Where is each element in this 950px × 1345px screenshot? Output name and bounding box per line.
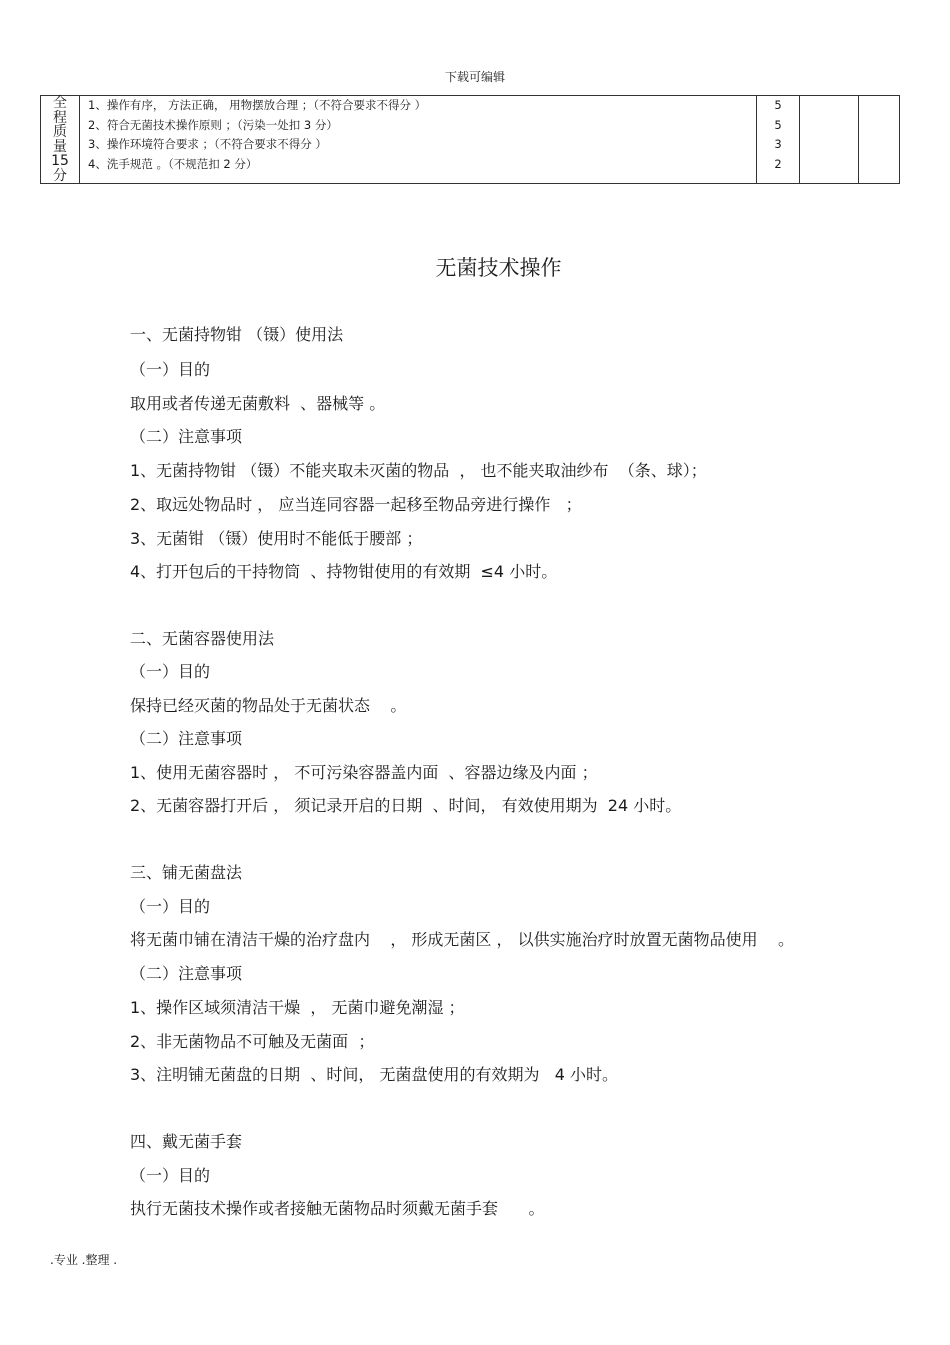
section-heading: 三、铺无菌盘法 — [130, 863, 243, 882]
points-value: 5 — [774, 117, 782, 132]
page-footer: .专业 .整理 . — [50, 1253, 118, 1267]
criteria-item: 2、符合无菌技术操作原则 ；（污染一处扣 3 分） — [88, 117, 338, 132]
category-char: 程 — [53, 109, 67, 126]
score-table — [40, 95, 900, 184]
section-heading: 一、无菌持物钳 （镊）使用法 — [130, 325, 344, 344]
section-heading: 二、无菌容器使用法 — [130, 629, 275, 648]
criteria-item: 3、操作环境符合要求 ；（不符合要求不得分 ） — [88, 137, 327, 151]
list-item: 2、非无菌物品不可触及无菌面 ； — [130, 1032, 375, 1051]
subsection-heading: （一）目的 — [130, 662, 211, 681]
points-value: 3 — [774, 137, 782, 151]
subsection-heading: （一）目的 — [130, 1166, 211, 1185]
points-cell — [757, 96, 800, 184]
criteria-item: 4、洗手规范 。（不规范扣 2 分） — [88, 156, 258, 171]
page-header: 下载可编辑 — [444, 70, 505, 84]
body-text: 执行无菌技术操作或者接触无菌物品时须戴无菌手套 。 — [130, 1199, 545, 1218]
subsection-heading: （二）注意事项 — [130, 964, 243, 983]
list-item: 4、打开包后的干持物筒 、持物钳使用的有效期 ≤4 小时。 — [130, 562, 558, 581]
body-text: 保持已经灭菌的物品处于无菌状态 。 — [130, 696, 407, 715]
list-item: 2、无菌容器打开后 ， 须记录开启的日期 、时间， 有效使用期为 24 小时。 — [130, 796, 682, 815]
body-text: 将无菌巾铺在清洁干燥的治疗盘内 ， 形成无菌区 ， 以供实施治疗时放置无菌物品使用 。 — [130, 930, 794, 949]
empty-cell — [859, 96, 900, 184]
empty-cell — [800, 96, 859, 184]
list-item: 1、无菌持物钳 （镊）不能夹取未灭菌的物品 ， 也不能夹取油纱布 （条、球）； — [130, 461, 707, 480]
points-value: 2 — [774, 156, 782, 171]
category-char: 量 — [53, 138, 67, 155]
section-heading: 四、戴无菌手套 — [130, 1132, 243, 1151]
category-char: 质 — [53, 124, 67, 140]
subsection-heading: （一）目的 — [130, 897, 211, 916]
subsection-heading: （二）注意事项 — [130, 729, 243, 748]
category-cell — [41, 96, 80, 184]
list-item: 1、使用无菌容器时 ， 不可污染容器盖内面 、容器边缘及内面 ； — [130, 763, 598, 782]
subsection-heading: （一）目的 — [130, 360, 211, 379]
criteria-item: 1、操作有序， 方法正确， 用物摆放合理 ；（不符合要求不得分 ） — [88, 98, 427, 112]
category-char: 分 — [53, 167, 67, 184]
list-item: 1、操作区域须清洁干燥 ， 无菌巾避免潮湿 ； — [130, 998, 465, 1017]
category-char: 全 — [53, 95, 67, 111]
criteria-cell — [80, 96, 757, 184]
points-value: 5 — [774, 98, 782, 112]
body-text: 取用或者传递无菌敷料 、器械等 。 — [130, 394, 386, 413]
category-char: 15 — [51, 153, 69, 169]
subsection-heading: （二）注意事项 — [130, 427, 243, 446]
table-row — [41, 96, 900, 184]
document-title: 无菌技术操作 — [435, 256, 562, 280]
list-item: 2、取远处物品时 ， 应当连同容器一起移至物品旁进行操作 ； — [130, 495, 582, 514]
list-item: 3、注明铺无菌盘的日期 、时间， 无菌盘使用的有效期为 4 小时。 — [130, 1065, 618, 1084]
list-item: 3、无菌钳 （镊）使用时不能低于腰部 ； — [130, 529, 423, 548]
